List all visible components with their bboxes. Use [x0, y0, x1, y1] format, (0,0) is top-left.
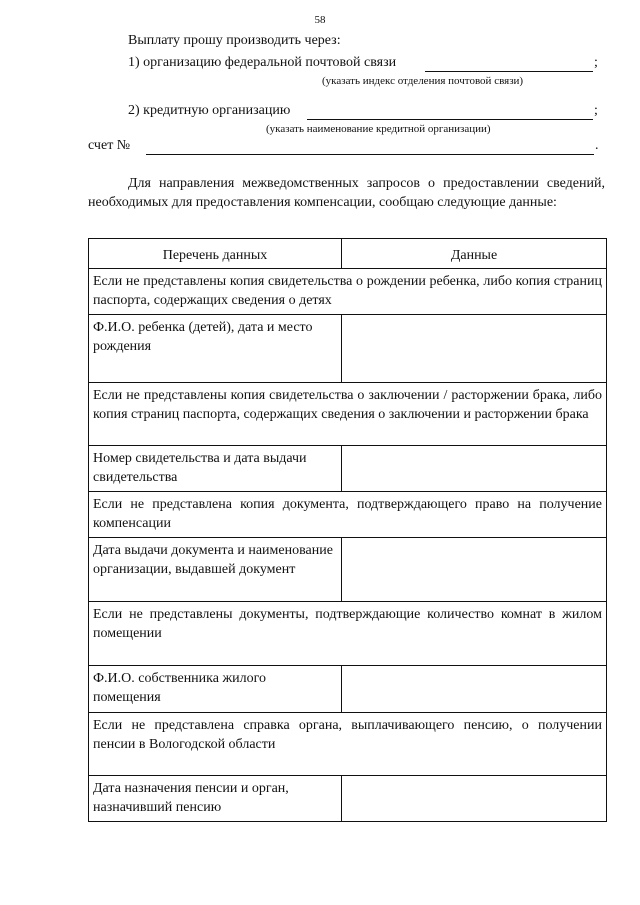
section-birth-certificate: Если не представлены копия свидетельства о рождении ребенка, либо копия страниц паспорта, содержащих сведения о детях [89, 269, 607, 315]
header-data-list: Перечень данных [89, 239, 342, 269]
section-marriage-certificate: Если не представлены копия свидетельства о заключении / расторжении брака, либо копия страниц паспорта, содержащих сведения о заключении и расторжении брака [89, 383, 607, 446]
option-post-field[interactable] [425, 71, 593, 72]
field-label-certificate-number: Номер свидетельства и дата выдачи свидетельства [89, 446, 342, 492]
option-post-semicolon: ; [594, 55, 598, 70]
field-label-document-issue: Дата выдачи документа и наименование организации, выдавшей документ [89, 538, 342, 602]
field-value-certificate-number[interactable] [342, 446, 607, 492]
intro-paragraph: Для направления межведомственных запросов о предоставлении сведений, необходимых для предоставления компенсации, сообщаю следующие данные: [88, 176, 605, 210]
data-table [88, 238, 607, 822]
field-label-owner-name: Ф.И.О. собственника жилого помещения [89, 666, 342, 713]
option-post-hint: (указать индекс отделения почтовой связи) [322, 75, 524, 87]
payment-intro: Выплату прошу производить через: [128, 33, 341, 48]
field-label-pension-assignment: Дата назначения пенсии и орган, назначивший пенсию [89, 776, 342, 822]
field-value-owner-name[interactable] [342, 666, 607, 713]
option-bank-hint: (указать наименование кредитной организации) [266, 123, 491, 135]
account-period: . [595, 138, 599, 153]
account-field[interactable] [146, 154, 594, 155]
option-post-label: 1) организацию федеральной почтовой связи [128, 55, 397, 70]
field-value-document-issue[interactable] [342, 538, 607, 602]
option-bank-label: 2) кредитную организацию [128, 103, 291, 118]
section-compensation-right-document: Если не представлена копия документа, подтверждающего право на получение компенсации [89, 492, 607, 538]
field-value-child-name[interactable] [342, 315, 607, 383]
account-label: счет № [88, 138, 131, 153]
option-bank-semicolon: ; [594, 103, 598, 118]
page-number: 58 [314, 14, 326, 26]
header-data: Данные [342, 239, 607, 269]
field-label-child-name: Ф.И.О. ребенка (детей), дата и место рождения [89, 315, 342, 383]
field-value-pension-assignment[interactable] [342, 776, 607, 822]
section-pension-certificate: Если не представлена справка органа, выплачивающего пенсию, о получении пенсии в Вологодской области [89, 713, 607, 776]
section-room-count-documents: Если не представлены документы, подтверждающие количество комнат в жилом помещении [89, 602, 607, 666]
option-bank-field[interactable] [307, 119, 593, 120]
